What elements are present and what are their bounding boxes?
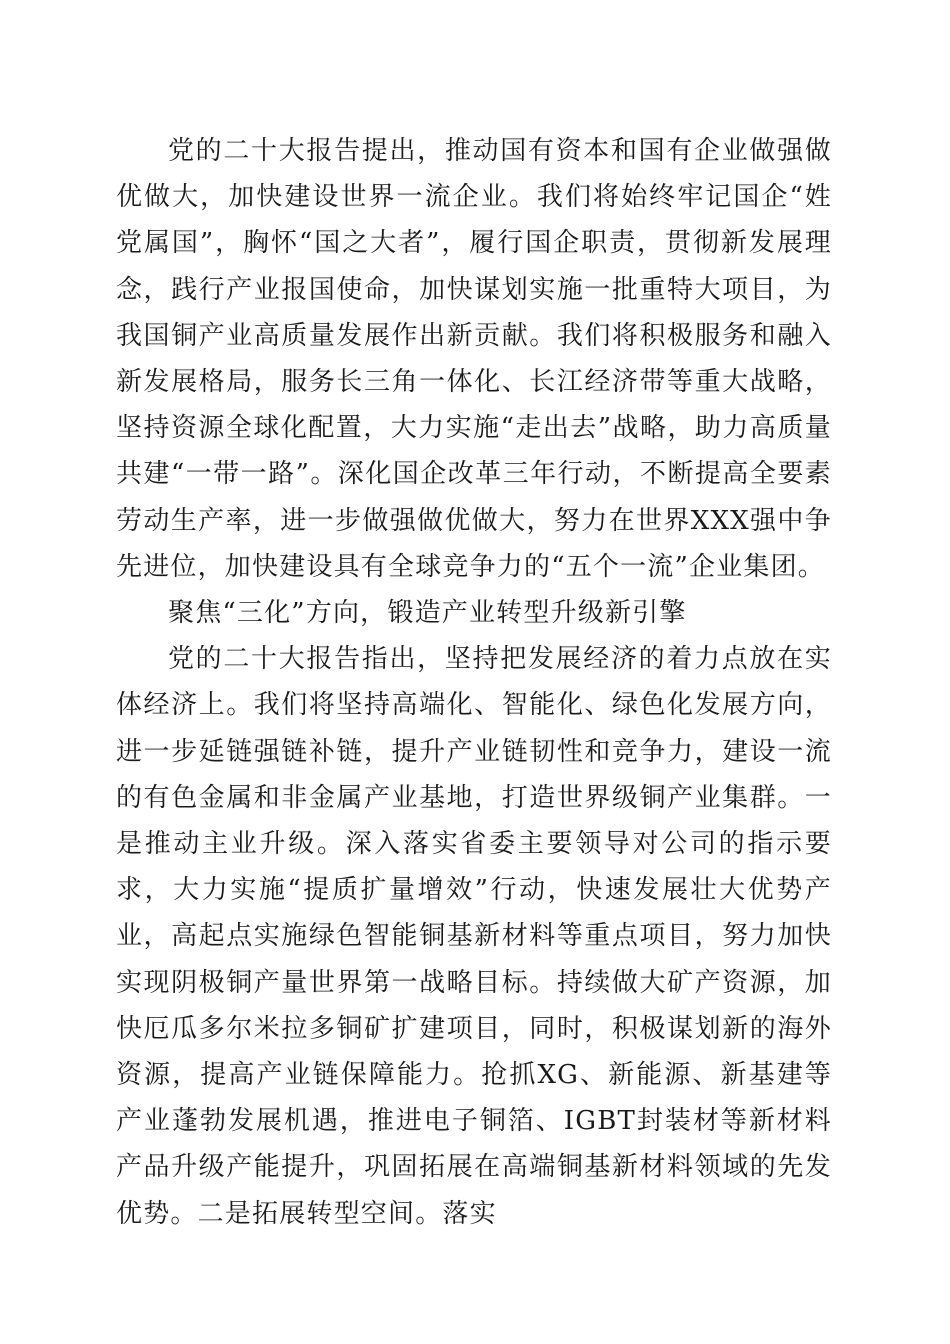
- document-body: [116, 128, 832, 1237]
- section-heading: 聚焦“三化”方向，锻造产业转型升级新引擎: [168, 598, 687, 629]
- paragraph-intro: 党的二十大报告提出，推动国有资本和国有企业做强做优做大，加快建设世界一流企业。我们将始终牢记国企“姓党属国”，胸怀“国之大者”，履行国企职责，贯彻新发展理念，践行产业报国使命，加快谋划实施一批重特大项目，为我国铜产业高质量发展作出新贡献。我们将积极服务和融入新发展格局，服务长三角一体化、长江经济带等重大战略，坚持资源全球化配置，大力实施“走出去”战略，助力高质量共建“一带一路”。深化国企改革三年行动，不断提高全要素劳动生产率，进一步做强做优做大，努力在世界XXX强中争先进位，加快建设具有全球竞争力的“五个一流”企业集团。: [116, 136, 832, 582]
- paragraph-section-body: 党的二十大报告指出，坚持把发展经济的着力点放在实体经济上。我们将坚持高端化、智能化、绿色化发展方向，进一步延链强链补链，提升产业链韧性和竞争力，建设一流的有色金属和非金属产业基地，打造世界级铜产业集群。一是推动主业升级。深入落实省委主要领导对公司的指示要求，大力实施“提质扩量增效”行动，快速发展壮大优势产业，高起点实施绿色智能铜基新材料等重点项目，努力加快实现阴极铜产量世界第一战略目标。持续做大矿产资源，加快厄瓜多尔米拉多铜矿扩建项目，同时，积极谋划新的海外资源，提高产业链保障能力。抢抓XG、新能源、新基建等产业蓬勃发展机遇，推进电子铜箔、IGBT封装材等新材料产品升级产能提升，巩固拓展在高端铜基新材料领域的先发优势。二是拓展转型空间。落实: [116, 644, 832, 1229]
